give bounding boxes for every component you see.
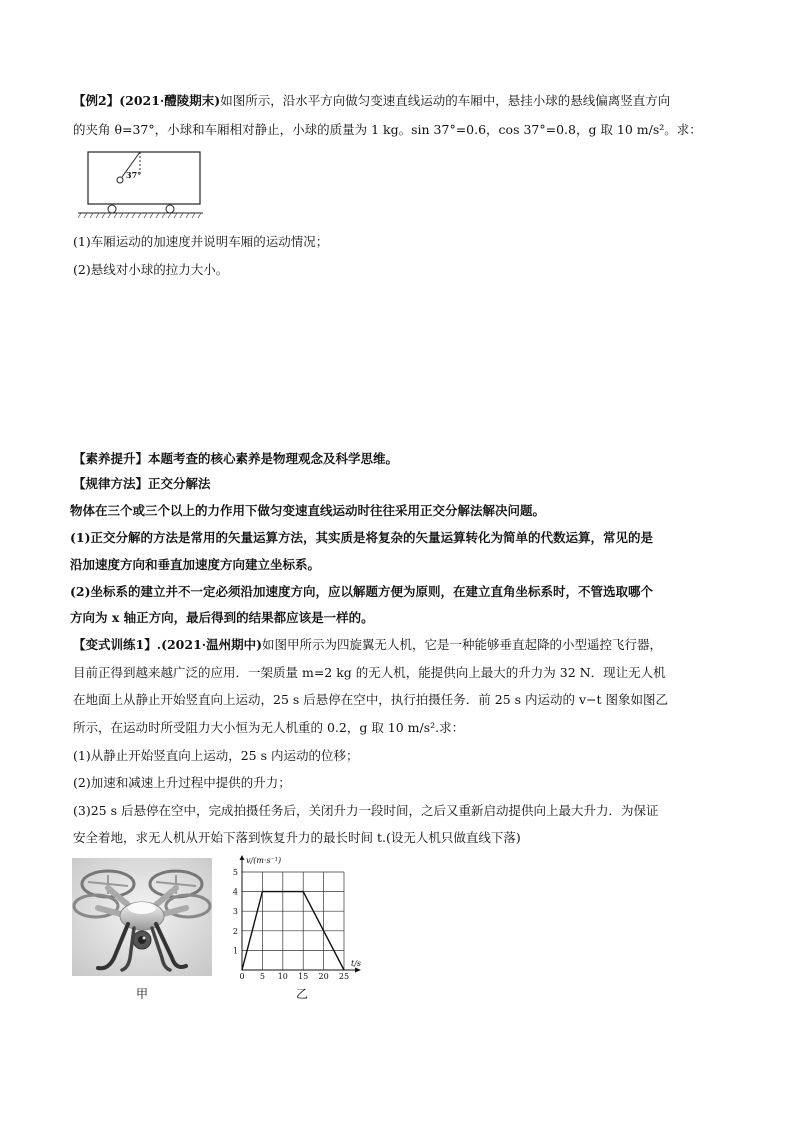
literacy-tag: 【素养提升】 [73, 451, 149, 466]
method-point2-line1: (2)坐标系的建立并不一定必须沿加速度方向，应以解题方便为原则，在建立直角坐标系时，不管选取哪个 [70, 584, 654, 599]
method-title-line [73, 474, 733, 494]
method-title: 正交分解法 [148, 476, 211, 491]
variant1-tag: 【变式训练1】. [73, 637, 162, 652]
wheel-left [108, 205, 116, 213]
x-axis-arrow [355, 968, 361, 973]
y-tick-label: 1 [232, 946, 238, 956]
example2-source: (2021·醴陵期末) [119, 93, 221, 108]
method-intro: 物体在三个或三个以上的力作用下做匀变速直线运动时往往采用正交分解法解决问题。 [70, 503, 546, 518]
data-point [241, 969, 242, 970]
x-tick-label: 25 [338, 972, 350, 980]
example2-tag: 【例2】 [73, 93, 120, 108]
data-point [262, 891, 263, 892]
literacy-line [73, 449, 733, 469]
example2-line2: 的夹角 θ=37°，小球和车厢相对静止，小球的质量为 1 kg。sin 37°=0.6，cos 37°=0.8，g 取 10 m/s²。求： [73, 122, 702, 137]
example2-line1 [73, 91, 733, 111]
wheel-right [166, 205, 174, 213]
data-point [343, 969, 344, 970]
variant1-question1: (1)从静止开始竖直向上运动，25 s 内运动的位移； [73, 748, 359, 763]
ground-hatching [78, 213, 201, 218]
example2-question2: (2)悬线对小球的拉力大小。 [73, 262, 229, 277]
angle-label: 37° [126, 170, 142, 180]
y-axis-label: v/(m·s⁻¹) [246, 856, 282, 865]
variant1-source: (2021·温州期中) [161, 637, 263, 652]
data-point [303, 891, 304, 892]
x-axis-label: t/s [351, 959, 362, 968]
y-tick-label: 5 [232, 868, 238, 877]
variant1-question3-line1: (3)25 s 后悬停在空中，完成拍摄任务后，关闭升力一段时间，之后又重新启动提供向上最大升力．为保证 [73, 803, 659, 818]
variant1-question3-line2: 安全着地，求无人机从开始下落到恢复升力的最长时间 t.(设无人机只做直线下落) [73, 830, 521, 845]
method-point2-line2: 方向为 x 轴正方向，最后得到的结果都应该是一样的。 [70, 610, 374, 625]
x-tick-label: 0 [239, 972, 245, 980]
variant1-question2: (2)加速和减速上升过程中提供的升力； [73, 775, 291, 790]
carriage-figure [78, 149, 203, 219]
x-tick-label: 5 [259, 972, 265, 980]
literacy-text: 本题考查的核心素养是物理观念及科学思维。 [148, 451, 399, 466]
x-tick-label: 10 [277, 972, 288, 980]
variant1-line3: 在地面上从静止开始竖直向上运动，25 s 后悬停在空中，执行拍摄任务．前 25 s 内运动的 v−t 图象如图乙 [73, 692, 669, 707]
example2-question1: (1)车厢运动的加速度并说明车厢的运动情况； [73, 234, 329, 249]
ball [117, 177, 123, 183]
y-axis-arrow [240, 855, 245, 860]
caption-jia: 甲 [136, 987, 149, 1001]
caption-yi: 乙 [296, 987, 309, 1001]
carriage-body [88, 152, 200, 204]
variant1-line2: 目前正得到越来越广泛的应用．一架质量 m=2 kg 的无人机，能提供向上最大的升力为 32 N．现让无人机 [73, 665, 666, 680]
method-tag: 【规律方法】 [73, 476, 149, 491]
variant1-line4: 所示，在运动时所受阻力大小恒为无人机重的 0.2，g 取 10 m/s².求： [73, 720, 465, 735]
y-tick-label: 2 [232, 926, 238, 936]
x-tick-label: 20 [318, 972, 329, 980]
example2-text: 如图所示，沿水平方向做匀变速直线运动的车厢中，悬挂小球的悬线偏离竖直方向 [220, 93, 671, 108]
variant1-text: 如图甲所示为四旋翼无人机，它是一种能够垂直起降的小型遥控飞行器， [262, 637, 663, 652]
x-tick-label: 15 [298, 972, 309, 980]
vt-chart [228, 854, 368, 980]
method-point1-line1: (1)正交分解的方法是常用的矢量运算方法，其实质是将复杂的矢量运算转化为简单的代数运算，常见的是 [70, 530, 654, 545]
y-tick-label: 4 [232, 887, 238, 897]
drone-image [72, 858, 212, 976]
method-point1-line2: 沿加速度方向和垂直加速度方向建立坐标系。 [70, 557, 321, 572]
variant1-line1 [73, 635, 733, 655]
y-tick-label: 3 [232, 907, 238, 917]
